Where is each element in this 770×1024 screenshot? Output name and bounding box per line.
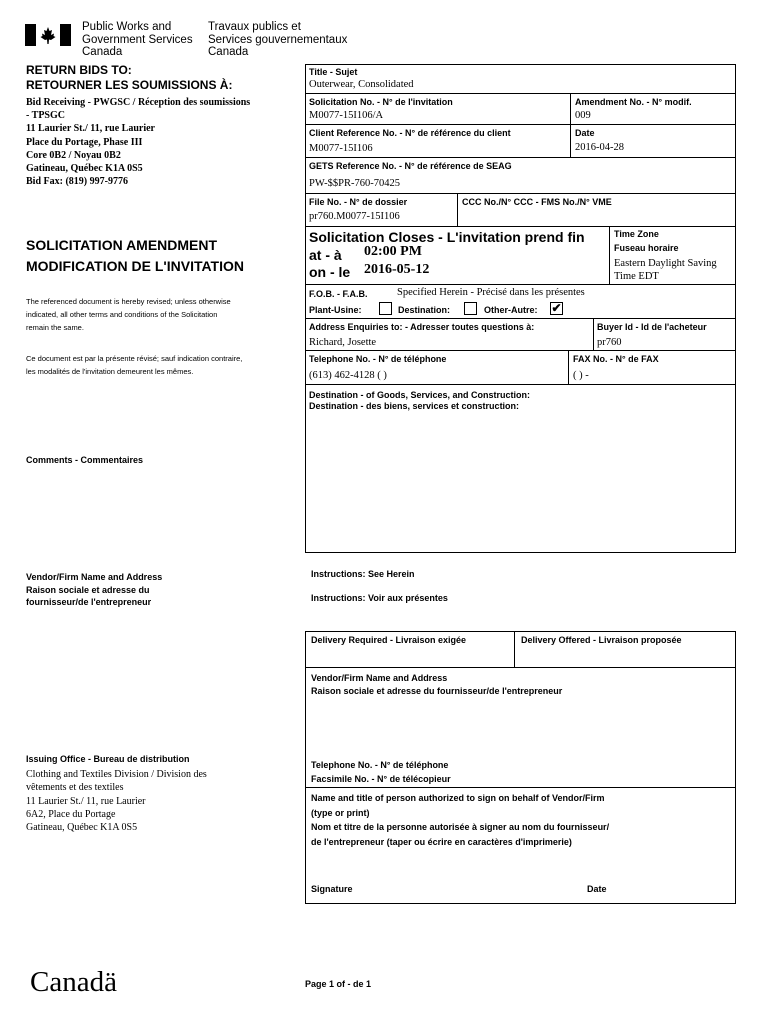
time-zone-value: Eastern Daylight Saving Time EDT	[614, 258, 717, 282]
vendor-left-label: Vendor/Firm Name and Address Raison sociale et adresse du fournisseur/de l'entrepreneur	[26, 572, 163, 607]
closes-at-value: 02:00 PM	[364, 244, 422, 259]
enquiries-value: Richard, Josette	[309, 337, 377, 348]
fob-value: Specified Herein - Précisé dans les présentes	[397, 287, 585, 298]
vendor-telephone-label: Telephone No. - N° de téléphone	[311, 760, 449, 770]
canada-wordmark: Canadä	[30, 966, 117, 998]
issuing-office-label: Issuing Office - Bureau de distribution	[26, 754, 190, 764]
solicitation-no-value: M0077-15I106/A	[309, 110, 384, 121]
other-autre-checkbox[interactable]: ✔	[551, 301, 562, 315]
telephone-value: (613) 462-4128 ( )	[309, 370, 387, 381]
return-bids-title: RETURN BIDS TO: RETOURNER LES SOUMISSIONS À:	[26, 63, 233, 92]
page-number: Page 1 of - de 1	[305, 979, 372, 989]
file-no-label: File No. - N° de dossier	[309, 197, 408, 207]
enquiries-label: Address Enquiries to: - Adresser toutes questions à:	[309, 322, 535, 332]
destination-goods-label: Destination - of Goods, Services, and Construction: Destination - des biens, services et construction:	[309, 390, 531, 411]
amendment-title: SOLICITATION AMENDMENT MODIFICATION DE L'INVITATION	[26, 237, 244, 274]
department-name-en: Public Works and Government Services Canada	[82, 21, 193, 58]
other-autre-label: Other-Autre:	[484, 305, 538, 315]
amendment-text-fr: Ce document est par la présente révisé; sauf indication contraire, les modalités de l'invitation demeurent les mêmes.	[26, 354, 243, 376]
delivery-offered-label: Delivery Offered - Livraison proposée	[521, 635, 682, 645]
fax-value: ( ) -	[573, 370, 589, 381]
vendor-facsimile-label: Facsimile No. - N° de télécopieur	[311, 774, 451, 784]
buyer-id-label: Buyer Id - Id de l'acheteur	[597, 322, 707, 332]
date-label: Date	[575, 128, 595, 138]
plant-usine-label: Plant-Usine:	[309, 305, 362, 315]
title-label: Title - Sujet	[309, 67, 358, 77]
authorized-person-label: Name and title of person authorized to sign on behalf of Vendor/Firm (type or print) Nom et titre de la personne autorisée à signer au nom du fournisseur/ de l'entrepreneur (taper ou écrire en caractères d'imprimerie)	[311, 793, 610, 847]
vendor-name-address-label: Vendor/Firm Name and Address Raison sociale et adresse du fournisseur/de l'entrepreneur	[311, 673, 563, 696]
time-zone-label: Time Zone	[614, 229, 659, 239]
client-reference-label: Client Reference No. - N° de référence du client	[309, 128, 511, 138]
buyer-id-value: pr760	[597, 337, 622, 348]
title-value: Outerwear, Consolidated	[309, 79, 414, 90]
amendment-text-en: The referenced document is hereby revised; unless otherwise indicated, all other terms and conditions of the Solicitation remain the same.	[26, 297, 231, 332]
issuing-office-address: Clothing and Textiles Division / Division des vêtements et des textiles 11 Laurier St./ 11, rue Laurier 6A2, Place du Portage Gatineau, Québec K1A 0S5	[26, 769, 207, 834]
plant-usine-checkbox[interactable]	[379, 302, 392, 315]
closes-title: Solicitation Closes - L'invitation prend fin	[309, 229, 585, 245]
return-bids-address: Bid Receiving - PWGSC / Réception des soumissions - TPSGC 11 Laurier St./ 11, rue Laurier Place du Portage, Phase III Core 0B2 / Noyau 0B2 Gatineau, Québec K1A 0S5 Bid Fax: (819) 997-9776	[26, 97, 251, 188]
file-no-value: pr760.M0077-15I106	[309, 211, 400, 222]
canada-flag-logo	[25, 24, 71, 46]
closes-on-value: 2016-05-12	[364, 262, 430, 277]
department-name-fr: Travaux publics et Services gouvernementaux Canada	[208, 21, 348, 58]
signature-label: Signature	[311, 884, 353, 894]
solicitation-no-label: Solicitation No. - N° de l'invitation	[309, 97, 453, 107]
delivery-required-label: Delivery Required - Livraison exigée	[311, 635, 467, 645]
gets-reference-value: PW-$$PR-760-70425	[309, 178, 401, 189]
instructions-fr: Instructions: Voir aux présentes	[311, 593, 448, 603]
client-reference-value: M0077-15I106	[309, 143, 373, 154]
amendment-no-value: 009	[575, 110, 591, 121]
signature-date-label: Date	[587, 884, 607, 894]
fob-label: F.O.B. - F.A.B.	[309, 289, 368, 299]
telephone-label: Telephone No. - N° de téléphone	[309, 354, 447, 364]
destination-checkbox[interactable]	[464, 302, 477, 315]
instructions-en: Instructions: See Herein	[311, 569, 415, 579]
comments-label: Comments - Commentaires	[26, 455, 144, 465]
destination-checkbox-label: Destination:	[398, 305, 451, 315]
ccc-no-label: CCC No./N° CCC - FMS No./N° VME	[462, 197, 612, 207]
gets-reference-label: GETS Reference No. - N° de référence de SEAG	[309, 161, 512, 171]
amendment-no-label: Amendment No. - N° modif.	[575, 97, 692, 107]
closes-at-label: at - à	[309, 247, 342, 263]
fuseau-horaire-label: Fuseau horaire	[614, 243, 679, 253]
fax-label: FAX No. - N° de FAX	[573, 354, 659, 364]
closes-on-label: on - le	[309, 264, 351, 280]
date-value: 2016-04-28	[575, 142, 624, 153]
